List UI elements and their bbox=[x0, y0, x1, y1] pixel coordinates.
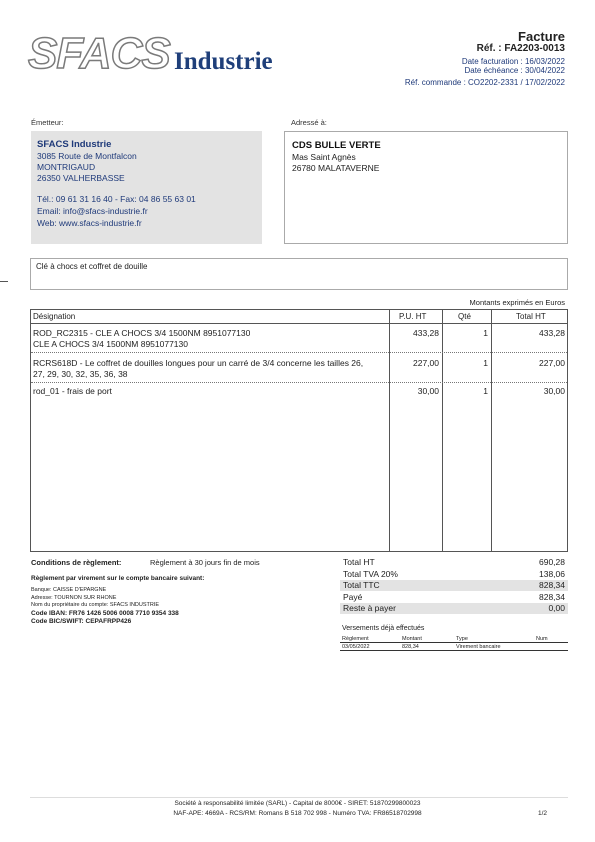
row-unit-price: 433,28 bbox=[413, 328, 439, 338]
payment-date: 03/05/2022 bbox=[342, 644, 370, 650]
company-logo bbox=[28, 30, 288, 82]
footer-legal-line: Société à responsabilité limitée (SARL) - Capital de 8000€ - SIRET: 51870299800023 bbox=[174, 800, 421, 807]
emitter-name: SFACS Industrie bbox=[37, 139, 112, 150]
payments-col-type: Type bbox=[456, 636, 468, 642]
row-total: 227,00 bbox=[539, 358, 565, 368]
row-total: 433,28 bbox=[539, 328, 565, 338]
recipient-address-line: Mas Saint Agnès bbox=[292, 152, 356, 162]
footer-legal-line: NAF-APE: 4669A - RCS/RM: Romans B 518 702 998 - Numéro TVA: FR86518702998 bbox=[173, 810, 422, 817]
total-row bbox=[340, 580, 568, 592]
transfer-title: Règlement par virement sur le compte bancaire suivant: bbox=[31, 575, 205, 582]
logo-suffix: Industrie bbox=[174, 48, 273, 75]
row-unit-price: 30,00 bbox=[417, 386, 439, 396]
payment-terms-label: Conditions de règlement: bbox=[31, 558, 122, 567]
totals-block bbox=[340, 557, 568, 615]
total-value: 828,34 bbox=[539, 591, 565, 602]
recipient-block bbox=[284, 131, 568, 244]
emitter-address-line: 26350 VALHERBASSE bbox=[37, 173, 125, 183]
row-qty: 1 bbox=[483, 328, 488, 338]
page-number: 1/2 bbox=[537, 810, 547, 817]
subject-text: Clé à chocs et coffret de douille bbox=[36, 262, 148, 271]
account-owner: Nom du propriétaire du compte: SFACS INDUSTRIE bbox=[31, 602, 160, 608]
bank-name: Banque: CAISSE D'EPARGNE bbox=[31, 587, 107, 593]
fold-mark bbox=[0, 281, 8, 282]
recipient-name: CDS BULLE VERTE bbox=[292, 140, 381, 151]
bank-address: Adresse: TOURNON SUR RHONE bbox=[31, 594, 117, 601]
header-designation: Désignation bbox=[33, 312, 76, 321]
column-divider bbox=[442, 310, 443, 551]
logo-brand: SFACS bbox=[28, 29, 170, 78]
total-value: 828,34 bbox=[539, 580, 565, 590]
emitter-address-line: 3085 Route de Montfalcon bbox=[37, 151, 137, 161]
items-table bbox=[30, 309, 568, 552]
payments-header bbox=[340, 635, 568, 643]
total-label: Payé bbox=[343, 591, 363, 602]
payment-row bbox=[340, 643, 568, 651]
designation-line: RCRS618D - Le coffret de douilles longues pour un carré de 3/4 concerne les tailles 26, bbox=[33, 358, 364, 368]
payments-col-num: Num bbox=[536, 636, 548, 642]
row-designation bbox=[33, 328, 387, 350]
emitter-phone-fax: Tél.: 09 61 31 16 40 - Fax: 04 86 55 63 01 bbox=[37, 194, 196, 204]
row-designation bbox=[33, 358, 387, 380]
header-total: Total HT bbox=[516, 312, 546, 321]
row-total: 30,00 bbox=[543, 386, 565, 396]
recipient-address-line: 26780 MALATAVERNE bbox=[292, 163, 380, 173]
total-value: 690,28 bbox=[539, 557, 565, 567]
iban: Code IBAN: FR76 1426 5006 0008 7710 9354 338 bbox=[31, 609, 179, 617]
total-value: 138,06 bbox=[539, 568, 565, 579]
total-value: 0,00 bbox=[548, 603, 565, 613]
invoice-reference: Réf. : FA2203-0013 bbox=[476, 43, 565, 54]
due-date: Date échéance : 30/04/2022 bbox=[464, 66, 565, 75]
emitter-email: Email: info@sfacs-industrie.fr bbox=[37, 206, 148, 216]
column-divider bbox=[491, 310, 492, 551]
designation-line: CLE A CHOCS 3/4 1500NM 8951077130 bbox=[33, 339, 188, 349]
row-separator bbox=[31, 352, 567, 353]
designation-line: 27, 29, 30, 32, 35, 36, 38 bbox=[33, 369, 128, 379]
total-label: Total TVA 20% bbox=[343, 568, 398, 579]
currency-note: Montants exprimés en Euros bbox=[469, 298, 565, 307]
header-unit-price: P.U. HT bbox=[399, 312, 427, 321]
total-row bbox=[340, 592, 568, 604]
designation-line: ROD_RC2315 - CLE A CHOCS 3/4 1500NM 8951077130 bbox=[33, 328, 251, 338]
payment-amount: 828,34 bbox=[402, 644, 419, 650]
total-row bbox=[340, 569, 568, 581]
document-title: Facture bbox=[518, 29, 565, 44]
total-label: Total HT bbox=[343, 557, 375, 567]
row-unit-price: 227,00 bbox=[413, 358, 439, 368]
row-designation bbox=[33, 386, 387, 397]
row-separator bbox=[31, 382, 567, 383]
payments-title: Versements déjà effectués bbox=[342, 625, 425, 632]
row-qty: 1 bbox=[483, 358, 488, 368]
column-divider bbox=[389, 310, 390, 551]
recipient-label: Adressé à: bbox=[291, 118, 327, 127]
bank-details bbox=[31, 587, 271, 626]
bic: Code BIC/SWIFT: CEPAFRPP426 bbox=[31, 617, 132, 625]
total-label: Total TTC bbox=[343, 580, 380, 590]
designation-line: rod_01 - frais de port bbox=[33, 386, 112, 396]
payments-table bbox=[340, 635, 568, 651]
invoice-subject bbox=[30, 258, 568, 290]
payment-type: Virement bancaire bbox=[456, 644, 501, 650]
total-row bbox=[340, 603, 568, 615]
total-row bbox=[340, 557, 568, 569]
emitter-label: Émetteur: bbox=[31, 118, 64, 127]
table-header bbox=[31, 310, 567, 324]
order-reference: Réf. commande : CO2202-2331 / 17/02/2022 bbox=[404, 78, 565, 87]
payments-col-amount: Montant bbox=[402, 636, 422, 642]
header-qty: Qté bbox=[458, 312, 471, 321]
payment-terms-value: Règlement à 30 jours fin de mois bbox=[150, 558, 260, 567]
row-qty: 1 bbox=[483, 386, 488, 396]
footer-divider bbox=[30, 797, 568, 798]
emitter-website: Web: www.sfacs-industrie.fr bbox=[37, 218, 142, 228]
payments-col-date: Règlement bbox=[342, 636, 369, 642]
emitter-block bbox=[31, 131, 262, 244]
emitter-address-line: MONTRIGAUD bbox=[37, 162, 96, 172]
billing-date: Date facturation : 16/03/2022 bbox=[461, 57, 565, 66]
total-label: Reste à payer bbox=[343, 603, 396, 613]
